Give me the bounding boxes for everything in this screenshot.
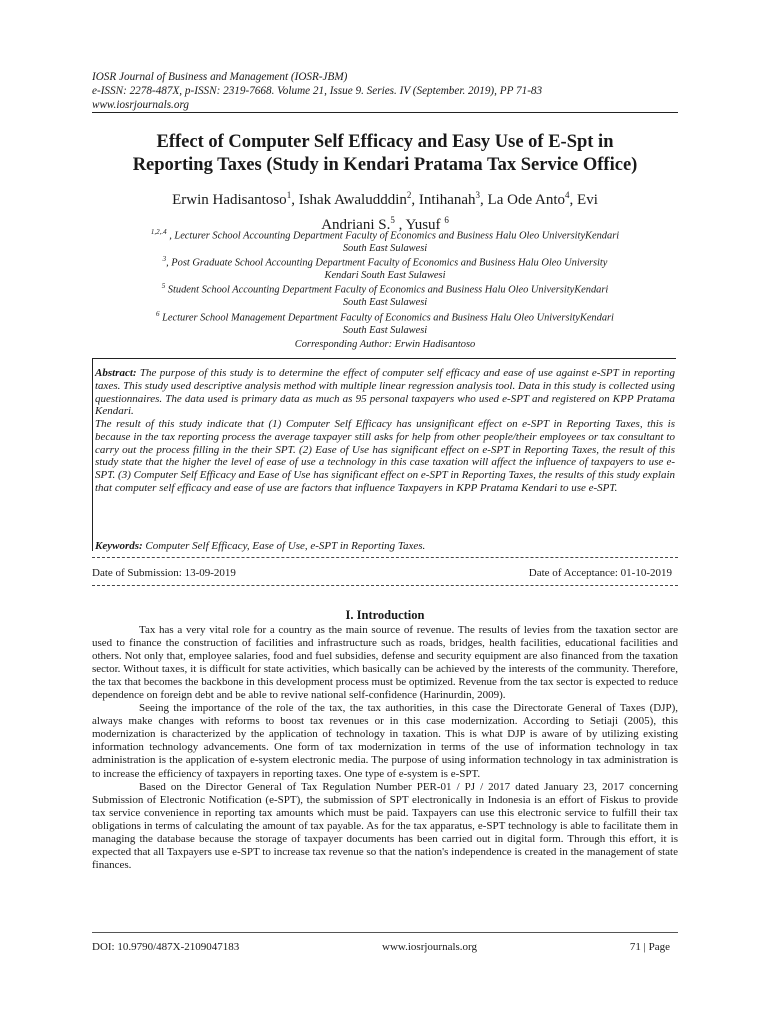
affiliation-text: South East Sulawesi [342,243,428,255]
section-heading: I. Introduction [345,608,425,622]
abstract-label: Abstract: [95,367,137,379]
footer-site[interactable]: www.iosrjournals.org [382,941,478,953]
affiliation-3 [92,280,678,310]
affiliation-1 [92,226,678,256]
affiliation-text: Kendari South East Sulawesi [324,270,446,282]
title-line-1: Effect of Computer Self Efficacy and Easy Use of E-Spt in [156,132,614,152]
author-affil-mark: 5 [390,215,395,225]
journal-header [92,70,682,112]
affiliation-2 [92,253,678,283]
author-name: , Ishak Awaludddin [291,192,407,208]
submission-date: Date of Submission: 13-09-2019 [92,567,236,579]
author-name: , Intihanah [411,192,476,208]
affiliation-text: South East Sulawesi [342,325,428,337]
author-name: , Yusuf [394,217,445,233]
title-line-2: Reporting Taxes (Study in Kendari Pratama Tax Service Office) [132,155,638,175]
page-footer [92,941,678,953]
abstract [95,367,675,495]
affiliation-mark: 6 [156,310,160,318]
keywords [95,540,675,553]
affiliation-mark: 3 [162,255,167,263]
acceptance-date: Date of Acceptance: 01-10-2019 [528,567,672,579]
author-name: Andriani S. [321,217,391,233]
footer-page-number: 71 | Page [629,941,670,953]
affiliation-text: South East Sulawesi [342,297,428,309]
keywords-text: Computer Self Efficacy, Ease of Use, e-SPT in Reporting Taxes. [142,540,426,552]
paragraph: Tax has a very vital role for a country as the main source of revenue. The results of levies from the taxation sector are used to finance the construction of facilities and infrastructure such as roads, bridges, health facilities, educational facilities and others. Not only that, employee salaries, food and fuel subsidies, defense and security equipment are also financed from the taxation sector. Without taxes, it is difficult for state activities, which basically can be achieved by the interests of the community. Therefore, the tax that becomes the backbone in this development process must be optimized. Revenue from the tax sector is expected to reduce dependence on foreign debt and be able to revive national self-confidence (Harinurdin, 2009). [92,624,678,702]
author-name: Erwin Hadisantoso [172,192,287,208]
body-text [92,624,678,872]
paragraph: Seeing the importance of the role of the tax, the tax authorities, in this case the Directorate General of Taxes (DJP), always make changes with reforms to boost tax revenues or in this case modernization. According to Setiaji (2005), this modernization is characterized by the application of technology in taxation. This is what DJP is aware of by utilizing existing information technology advancements. One form of tax modernization in terms of the use of information technology in tax administration is the application of e-system electronic media. The purpose of using information technology in tax administration is to increase the efficiency of taxpayers in reporting taxes. One type of e-system is e-SPT. [92,702,678,780]
header-rule [92,112,678,113]
footer-doi[interactable]: DOI: 10.9790/487X-2109047183 [92,941,240,953]
abstract-left-rule [92,358,93,551]
affiliation-text: , Lecturer School Accounting Department Faculty of Economics and Business Halu Oleo UniversityKendari [166,230,620,242]
affiliation-text: , Post Graduate School Accounting Department Faculty of Economics and Business Halu Oleo University [166,257,608,269]
corresponding-author: Corresponding Author: Erwin Hadisantoso [294,339,476,350]
author-affil-mark: 3 [475,190,481,200]
paragraph: Based on the Director General of Tax Regulation Number PER-01 / PJ / 2017 dated January 23, 2017 concerning Submission of Electronic Notification (e-SPT), the submission of SPT electronically in Indonesia is an effort of Fiskus to provide tax service convenience in reporting tax amounts which must be paid. Taxpayers can use this electronic service to fulfill their tax obligations in terms of calculating the amount of tax payable. As for the tax apparatus, e-SPT technology is able to facilitate them in managing the database because the storage of taxpayer documents has been carried out in digital form. Through this effort, it is expected that all Taxpayers use e-SPT to increase tax revenue so that the nation's independence is created in the management of state finances. [92,780,678,871]
keywords-label: Keywords: [95,540,143,552]
affiliation-mark: 5 [161,282,166,290]
journal-name: IOSR Journal of Business and Management (IOSR-JBM) [92,71,348,83]
author-name: , La Ode Anto [480,192,566,208]
affiliation-4 [92,308,678,338]
author-affil-mark: 2 [406,190,412,200]
journal-url[interactable]: www.iosrjournals.org [92,99,189,111]
abstract-top-rule [92,358,676,360]
paper-title [92,131,678,177]
journal-issn-volume: e-ISSN: 2278-487X, p-ISSN: 2319-7668. Volume 21, Issue 9. Series. IV (September. 2019), PP 71-83 [92,85,543,97]
author-affil-mark: 6 [444,215,449,225]
author-affil-mark: 1 [286,190,292,200]
author-name: , Evi [569,192,598,208]
affiliation-text: Student School Accounting Department Faculty of Economics and Business Halu Oleo UniversityKendari [165,284,609,296]
dashed-rule [92,557,678,558]
abstract-text: The purpose of this study is to determine the effect of computer self efficacy and ease of use against e-SPT in reporting taxes. This study used descriptive analysis method with multiple linear regression analysis tool. Data in this study is collected using questionnaires. The data used is primary data as much as 95 personal taxpayers who used e-SPT and registered on KPP Pratama Kendari. [95,367,675,418]
affiliation-text: Lecturer School Management Department Faculty of Economics and Business Halu Oleo UniversityKendari [159,312,614,324]
affiliation-mark: 1,2,.4 [150,228,167,236]
footer-rule [92,932,678,933]
abstract-results: The result of this study indicate that (1) Computer Self Efficacy has unsignificant effect on e-SPT in Reporting Taxes, this is because in the tax reporting process the average taxpayer still asks for help from other people/their employees or tax consultant to carry out the process filling in the their SPT. (2) Ease of Use has significant effect on e-SPT in Reporting Taxes, the result of this study state that the higher the level of ease of use a technology in this case taxation will affect the influence of taxpayers to use e-SPT. (3) Computer Self Efficacy and Ease of Use has significant effect on e-SPT in Reporting Taxes, the results of this study explain that computer self efficacy and ease of use are factors that influence Taxpayers in KPP Pratama Kendari to use e-SPT. [95,418,675,494]
author-affil-mark: 4 [565,190,570,200]
dates-row [92,567,678,579]
dashed-rule [92,585,678,586]
